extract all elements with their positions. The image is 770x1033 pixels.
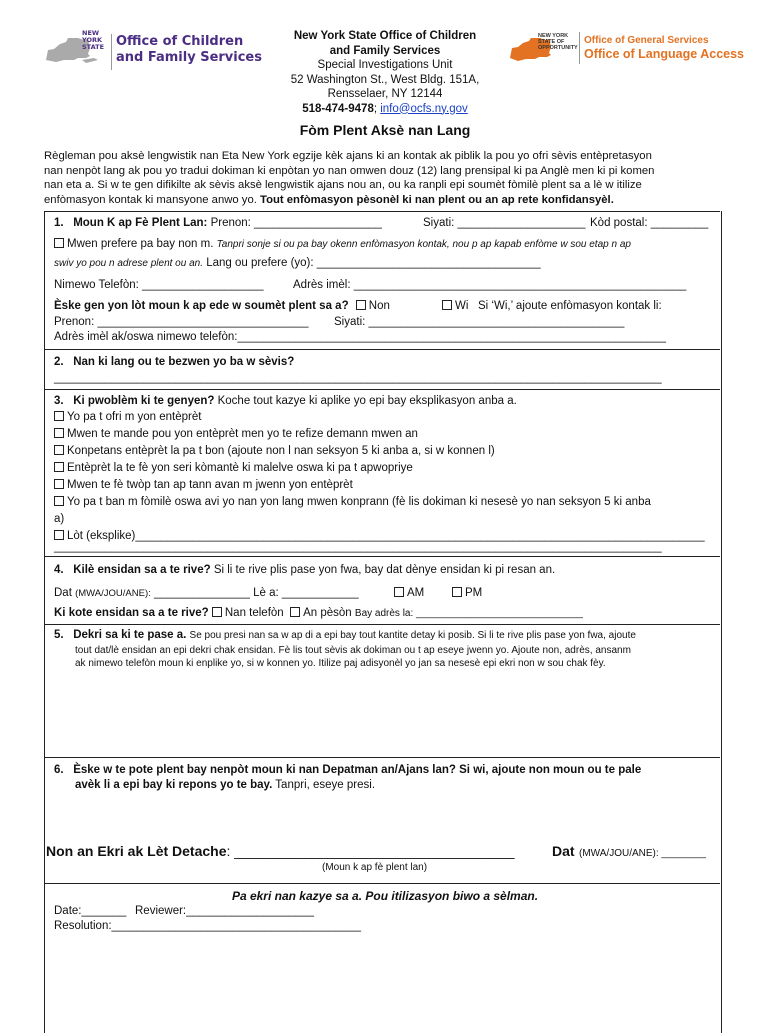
email-link[interactable]: info@ocfs.ny.gov: [380, 102, 468, 115]
section3-header: [54, 395, 517, 407]
option-checkbox[interactable]: [54, 445, 64, 455]
other-checkbox[interactable]: [54, 530, 64, 540]
pm-option[interactable]: [452, 587, 482, 599]
when-question: Kilè ensidan sa a te rive?: [73, 564, 211, 576]
in-person-checkbox[interactable]: [290, 607, 300, 617]
description-area[interactable]: [54, 672, 714, 752]
language-needed-question: Nan ki lang ou te bezwen yo ba w sèvis?: [73, 356, 295, 368]
helper-yes-note: Si ‘Wi,’ ajoute enfòmasyon kontak li:: [478, 300, 662, 312]
option-label: Yo pa t ofri m yon entèprèt: [67, 411, 202, 423]
complainant-title: Moun K ap Fè Plent Lan:: [73, 217, 208, 229]
helper-yes-checkbox[interactable]: [442, 300, 452, 310]
problem-question: Ki pwoblèm ki te genyen?: [73, 395, 215, 407]
new-york-state-mark: NEW YORK STATE: [82, 29, 105, 51]
divider: [44, 757, 720, 758]
org-name-line1: New York State Office of Children: [293, 30, 477, 42]
problem-option[interactable]: [54, 409, 705, 426]
anonymous-note: swiv yo pou n adrese plent ou an.: [54, 258, 203, 269]
helper-contact-field[interactable]: Adrès imèl ak/oswa nimewo telefòn:___________________________________________________________________: [54, 331, 666, 343]
pm-checkbox[interactable]: [452, 587, 462, 597]
helper-question-row: [54, 300, 390, 312]
preferred-language-field[interactable]: Lang ou prefere (yo): ___________________________________: [206, 257, 541, 269]
new-york-opportunity-mark: NEW YORK STATE OF OPPORTUNITY: [538, 33, 578, 51]
date-format-label: (MWA/JOU/ANE):: [75, 588, 151, 599]
intro-line: Règleman pou aksè lengwistik nan Eta New York egzije kèk ajans ki an kontak ak piblik la pou yo ofri sèvis entèpretasyon: [44, 150, 652, 162]
logo-divider: [111, 34, 112, 70]
incident-time-field[interactable]: Lè a: ____________: [253, 587, 359, 599]
helper-first-name-field[interactable]: Prenon: _________________________________: [54, 316, 309, 328]
problem-option[interactable]: [54, 443, 705, 460]
divider: [44, 624, 720, 625]
prior-complaint-note: Tanpri, eseye presi.: [275, 779, 376, 791]
logo-divider: [579, 32, 580, 64]
prior-complaint-question: Èske w te pote plent bay nenpòt moun ki nan Depatman an/Ajans lan? Si wi, ajoute non moun ou te pale: [73, 764, 642, 776]
section4-header: [54, 564, 555, 576]
ocfs-logo-line1: Office of Children: [116, 34, 244, 49]
intro-line: nan nenpòt lang ak pou yo tradui dokiman ki enpòtan yo nan omwen douz (12) lang prensipal ki pa Anglè men ki pi komen: [44, 164, 655, 177]
anonymous-note: Tanpri sonje si ou pa bay okenn enfòmasyon kontak, nou p ap kapab enfòme w sou etap n ap: [216, 239, 631, 250]
option-checkbox[interactable]: [54, 496, 64, 506]
contact-line: [240, 102, 530, 117]
incident-date-field[interactable]: _______________: [153, 587, 250, 599]
org-name-line2: and Family Services: [329, 44, 441, 57]
printed-name-label: Non an Ekri ak Lèt Detache: [46, 843, 227, 859]
printed-name-field[interactable]: : ____________________________________: [226, 843, 515, 859]
signature-date-label: Dat: [552, 843, 575, 859]
prior-complaint-question-cont: [75, 779, 375, 791]
ogs-logo: [508, 30, 744, 74]
section5-header: [54, 629, 636, 641]
header-block: [240, 29, 530, 116]
address-line1: 52 Washington St., West Bldg. 151A,: [290, 73, 480, 86]
option-checkbox[interactable]: [54, 411, 64, 421]
where-question: Ki kote ensidan sa a te rive?: [54, 607, 209, 619]
anonymous-label: Mwen prefere pa bay non m.: [67, 238, 214, 250]
signature-date-row: [552, 843, 706, 861]
divider: [44, 211, 720, 212]
email-field[interactable]: Adrès imèl: ____________________________________________________: [293, 279, 687, 291]
helper-last-name-field[interactable]: Siyati: ________________________________________: [334, 316, 625, 328]
zip-code-field[interactable]: Kòd postal: _________: [590, 217, 709, 229]
office-use-heading: Pa ekri nan kazye sa a. Pou itilizasyon biwo a sèlman.: [231, 889, 539, 903]
section-number: 2.: [54, 356, 64, 368]
language-needed-field[interactable]: _______________________________________________________________________________________________: [54, 372, 662, 384]
pm-label: PM: [465, 587, 483, 599]
option-wrap: a): [54, 513, 65, 525]
option-label: Mwen te mande pou yon entèprèt men yo te refize demann mwen an: [67, 428, 418, 440]
office-reviewer-field[interactable]: Reviewer:____________________: [135, 905, 315, 917]
address-line2: Rensselaer, NY 12144: [327, 88, 443, 100]
ogs-logo-line2: Office of Language Access: [584, 47, 744, 61]
option-checkbox[interactable]: [54, 462, 64, 472]
last-name-field[interactable]: Siyati: ____________________: [423, 217, 586, 229]
where-row: [54, 607, 583, 619]
anonymous-checkbox[interactable]: [54, 238, 64, 248]
ocfs-logo: [44, 29, 262, 74]
date-time-row: [54, 587, 359, 599]
option-label: Konpetans entèprèt la pa t bon (ajoute non l nan seksyon 5 ki anba a, si w konnen l): [67, 445, 495, 457]
helper-no-label: Non: [368, 300, 390, 312]
divider: [44, 349, 720, 350]
describe-instruction-line: ak nimewo telefòn moun ki enplike yo, si w konnen yo. Itilize paj adisyonèl yo jan sa nesesè epi ekri non w sou chak fèy.: [75, 658, 606, 669]
helper-yes-row: [442, 300, 662, 312]
describe-instruction-line: tout dat/lè ensidan an epi dekri chak ensidan. Fè lis tout sèvis ak dokiman ou t ap eseye jwenn yo. Ajoute non, adrès, ansanm: [75, 645, 631, 656]
divider: [44, 883, 720, 884]
section2-header: [54, 356, 294, 368]
ogs-logo-line1: Office of General Services: [584, 35, 709, 46]
option-checkbox[interactable]: [54, 479, 64, 489]
problem-explanation-field[interactable]: _______________________________________________________________________________________________: [54, 541, 662, 553]
option-checkbox[interactable]: [54, 428, 64, 438]
anonymous-row: [54, 238, 631, 250]
helper-yes-label: Wi: [455, 300, 469, 312]
section-number: 4.: [54, 564, 64, 576]
option-label: Mwen te fè twòp tan ap tann avan m jwenn yon entèprèt: [67, 479, 353, 491]
option-label: Yo pa t ban m fòmilè oswa avi yo nan yon lang mwen konprann (fè lis dokiman ki nesesè yo nan seksyon 5 ki anba: [67, 496, 651, 508]
divider: [44, 556, 720, 557]
am-option[interactable]: [394, 587, 424, 599]
helper-no-checkbox[interactable]: [356, 300, 366, 310]
section1-header-row: [54, 217, 382, 229]
problem-option[interactable]: [54, 477, 705, 494]
first-name-field[interactable]: Prenon: ____________________: [210, 217, 382, 229]
problem-option[interactable]: [54, 494, 705, 511]
problem-instruction: Koche tout kazye ki aplike yo epi bay eksplikasyon anba a.: [217, 395, 517, 407]
confidentiality-notice: Tout enfòmasyon pèsonèl ki nan plent ou an ap rete konfidansyèl.: [260, 193, 614, 206]
ocfs-logo-line2: and Family Services: [116, 50, 262, 65]
phone-number: 518-474-9478: [302, 102, 374, 115]
section-number: 3.: [54, 395, 64, 407]
describe-instruction-cont: [75, 644, 631, 670]
problem-options: [54, 409, 705, 545]
unit-name: Special Investigations Unit: [317, 59, 453, 71]
describe-instruction: Se pou presi nan sa w ap di a epi bay tout kantite detay ki posib. Si li te rive plis pase yon fwa, ajoute: [189, 630, 636, 641]
by-phone-label: Nan telefòn: [224, 607, 284, 619]
phone-field[interactable]: Nimewo Telefòn: ___________________: [54, 279, 264, 291]
by-phone-checkbox[interactable]: [212, 607, 222, 617]
describe-title: Dekri sa ki te pase a.: [73, 629, 187, 641]
section-number: 1.: [54, 217, 64, 229]
am-checkbox[interactable]: [394, 587, 404, 597]
signature-sub-label: (Moun k ap fè plent lan): [322, 862, 428, 873]
date-label: Dat: [54, 587, 72, 599]
anonymous-note-row2: [54, 257, 541, 269]
problem-option[interactable]: [54, 460, 705, 477]
in-person-label: An pèsòn: [303, 607, 352, 619]
prior-complaint-area[interactable]: [54, 796, 714, 836]
helper-question: Èske gen yon lòt moun k ap ede w soumèt plent sa a?: [54, 300, 349, 312]
divider: [44, 389, 720, 390]
address-field[interactable]: Bay adrès la: ______________________________: [354, 608, 583, 619]
option-label: Entèprèt la te fè yon seri kòmantè ki malelve oswa ki pa t apwopriye: [67, 462, 413, 474]
am-label: AM: [407, 587, 425, 599]
signature-row: [46, 843, 515, 859]
intro-line: nan eta a. Si w te gen difikilte ak sèvis aksè lengwistik ajans nou an, ou ka ranpli epi soumèt fòmilè plent sa a lè w itilize: [44, 179, 642, 191]
office-date-field[interactable]: Date:_______: [54, 905, 127, 917]
other-field[interactable]: Lòt (eksplike)_________________________________________________________________________________________: [67, 530, 705, 542]
form-title: Fòm Plent Aksè nan Lang: [299, 122, 471, 138]
problem-option[interactable]: [54, 426, 705, 443]
intro-line: enfòmasyon kontak ki mansyone anwo yo.: [44, 193, 261, 206]
signature-date-field[interactable]: (MWA/JOU/ANE): ________: [579, 848, 706, 859]
office-resolution-field[interactable]: Resolution:_______________________________________: [54, 920, 361, 932]
contact-separator: ;: [373, 102, 381, 115]
section-number: 6.: [54, 764, 64, 776]
when-instruction: Si li te rive plis pase yon fwa, bay dat dènye ensidan ki pi resan an.: [213, 564, 556, 576]
intro-paragraph: [44, 149, 734, 207]
section-number: 5.: [54, 629, 64, 641]
section6-header: [54, 764, 641, 776]
prior-complaint-question: avèk li a epi bay ki repons yo te bay.: [75, 779, 273, 791]
